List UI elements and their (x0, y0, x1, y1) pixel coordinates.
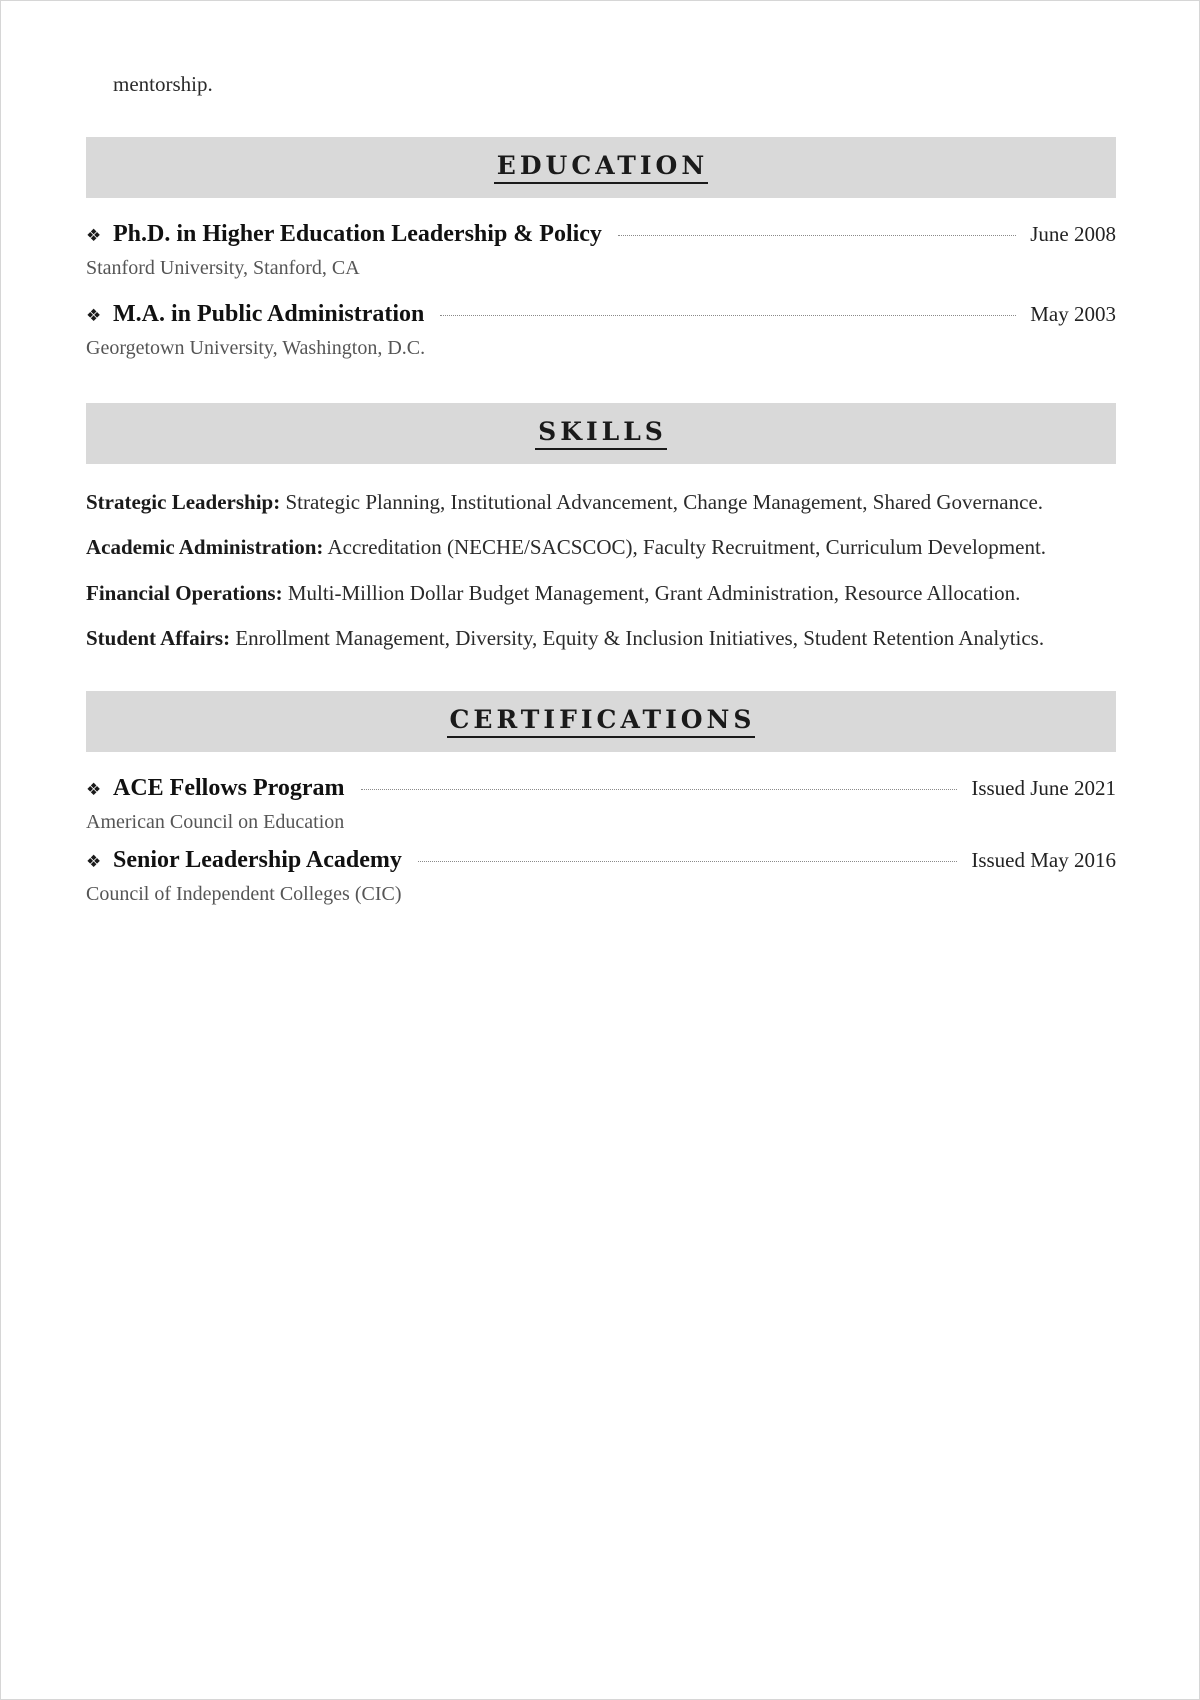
skill-text: Accreditation (NECHE/SACSCOC), Faculty Recruitment, Curriculum Development. (323, 535, 1047, 559)
certification-entry (86, 847, 1116, 907)
skill-label: Financial Operations: (86, 581, 283, 605)
diamond-bullet-icon: ❖ (86, 226, 102, 246)
dotted-leader (418, 861, 957, 862)
skill-line (86, 489, 1116, 515)
institution: Georgetown University, Washington, D.C. (86, 337, 426, 359)
certification-entry-row (86, 847, 1116, 879)
certification-date: Issued June 2021 (971, 776, 1116, 800)
skill-text: Multi-Million Dollar Budget Management, Grant Administration, Resource Allocation. (282, 581, 1021, 605)
diamond-bullet-icon: ❖ (86, 852, 102, 872)
degree-date: June 2008 (1030, 222, 1116, 246)
institution: Stanford University, Stanford, CA (86, 257, 360, 279)
skill-line (86, 580, 1116, 606)
dotted-leader (361, 789, 958, 790)
certification-entry (86, 775, 1116, 835)
skill-line (86, 534, 1116, 560)
skill-text: Enrollment Management, Diversity, Equity & Inclusion Initiatives, Student Retention Analytics. (230, 626, 1045, 650)
carry-over-text: mentorship. (113, 72, 213, 96)
diamond-bullet-icon: ❖ (86, 780, 102, 800)
education-entry-row (86, 301, 1116, 333)
skill-label: Academic Administration: (86, 535, 324, 559)
education-section-header (86, 137, 1116, 198)
diamond-bullet-icon: ❖ (86, 306, 102, 326)
skill-label: Student Affairs: (86, 626, 231, 650)
education-entry (86, 301, 1116, 361)
degree-title: Ph.D. in Higher Education Leadership & Policy (113, 221, 602, 247)
skill-label: Strategic Leadership: (86, 490, 281, 514)
certifications-section-header (86, 691, 1116, 752)
skill-line (86, 625, 1116, 651)
education-heading: EDUCATION (494, 151, 708, 184)
certification-date: Issued May 2016 (971, 848, 1116, 872)
degree-date: May 2003 (1030, 302, 1116, 326)
certification-issuer: Council of Independent Colleges (CIC) (86, 883, 402, 905)
certification-entry-row (86, 775, 1116, 807)
certification-name: Senior Leadership Academy (113, 847, 402, 873)
education-entry (86, 221, 1116, 281)
certification-name: ACE Fellows Program (113, 775, 345, 801)
education-entry-row (86, 221, 1116, 253)
dotted-leader (440, 315, 1016, 316)
degree-title: M.A. in Public Administration (113, 301, 425, 327)
skill-text: Strategic Planning, Institutional Advancement, Change Management, Shared Governance. (280, 490, 1044, 514)
certifications-heading: CERTIFICATIONS (447, 705, 756, 738)
dotted-leader (618, 235, 1016, 236)
skills-section-header (86, 403, 1116, 464)
certification-issuer: American Council on Education (86, 811, 345, 833)
skills-heading: SKILLS (535, 417, 667, 450)
